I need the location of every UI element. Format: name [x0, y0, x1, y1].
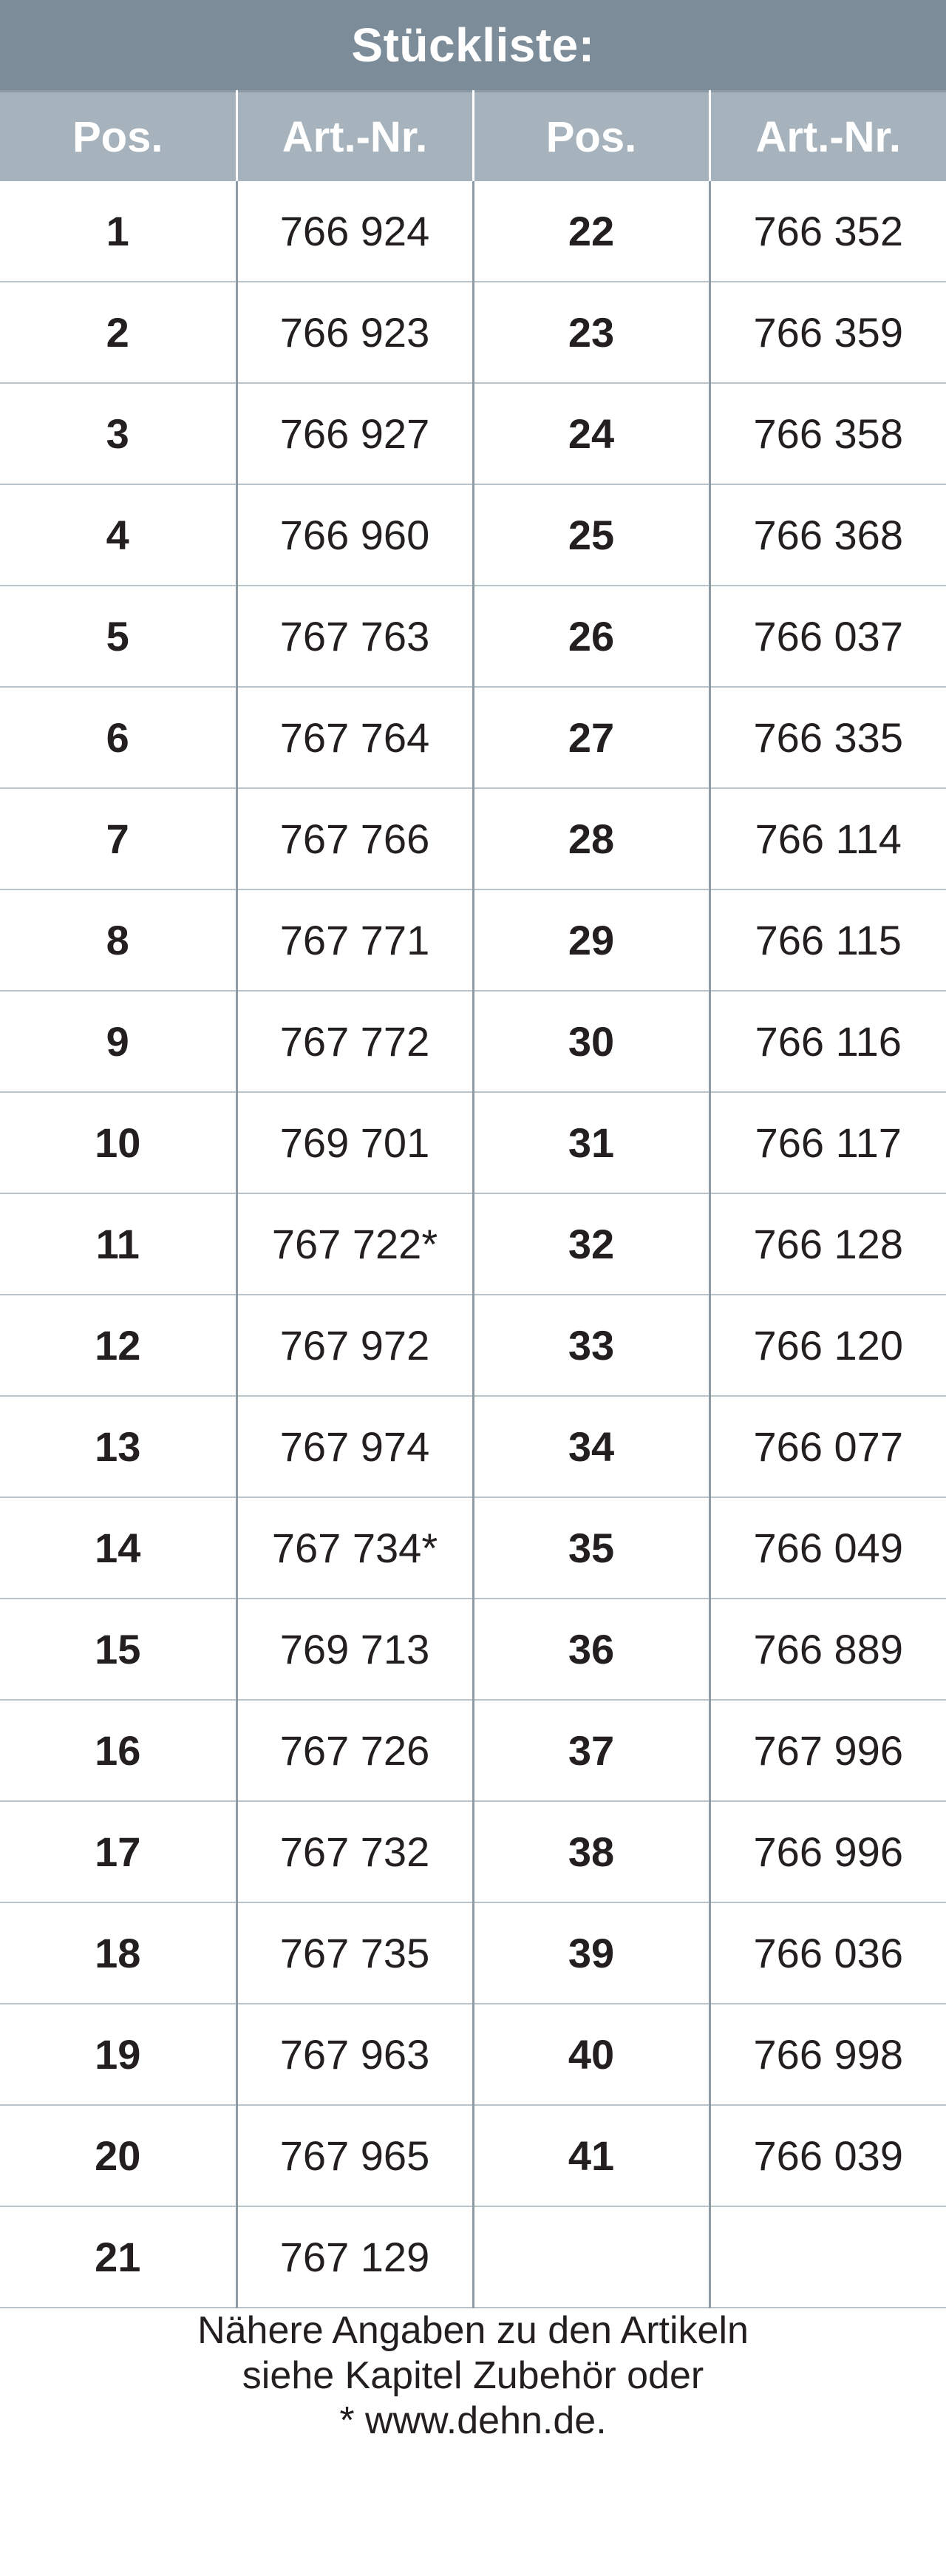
cell-art-right: 766 359 — [710, 282, 946, 383]
cell-art-left: 767 963 — [236, 2004, 473, 2105]
cell-pos-right: 33 — [473, 1295, 710, 1396]
cell-pos-right: 35 — [473, 1497, 710, 1599]
title-row — [0, 0, 946, 92]
cell-art-right: 766 889 — [710, 1599, 946, 1700]
cell-pos-right-empty — [473, 2206, 710, 2308]
cell-art-right: 766 049 — [710, 1497, 946, 1599]
cell-art-left: 767 972 — [236, 1295, 473, 1396]
cell-art-left: 766 924 — [236, 181, 473, 282]
cell-art-right: 766 358 — [710, 383, 946, 484]
cell-pos-right: 28 — [473, 788, 710, 889]
cell-pos-right: 25 — [473, 484, 710, 586]
cell-art-right: 766 116 — [710, 991, 946, 1092]
table-row — [0, 1092, 946, 1193]
table-row — [0, 586, 946, 687]
cell-art-right: 766 120 — [710, 1295, 946, 1396]
cell-pos-left: 17 — [0, 1801, 236, 1902]
cell-art-left: 767 129 — [236, 2206, 473, 2308]
cell-art-left: 767 772 — [236, 991, 473, 1092]
cell-pos-left: 1 — [0, 181, 236, 282]
cell-pos-right: 29 — [473, 889, 710, 991]
column-header-pos-right: Pos. — [473, 92, 710, 182]
cell-pos-left: 21 — [0, 2206, 236, 2308]
table-row — [0, 1396, 946, 1497]
cell-pos-right: 24 — [473, 383, 710, 484]
table-row — [0, 1700, 946, 1801]
footer-line-1: Nähere Angaben zu den Artikeln — [197, 2309, 749, 2352]
table-row — [0, 1801, 946, 1902]
cell-art-left: 769 713 — [236, 1599, 473, 1700]
cell-art-right: 767 996 — [710, 1700, 946, 1801]
cell-art-left: 767 974 — [236, 1396, 473, 1497]
cell-art-left: 767 763 — [236, 586, 473, 687]
cell-pos-left: 20 — [0, 2105, 236, 2206]
cell-pos-right: 30 — [473, 991, 710, 1092]
footer-line-2: siehe Kapitel Zubehör oder — [242, 2353, 704, 2397]
cell-pos-right: 40 — [473, 2004, 710, 2105]
cell-art-left: 767 764 — [236, 687, 473, 788]
cell-art-left: 766 927 — [236, 383, 473, 484]
cell-pos-left: 9 — [0, 991, 236, 1092]
cell-pos-right: 41 — [473, 2105, 710, 2206]
cell-pos-left: 4 — [0, 484, 236, 586]
cell-pos-left: 14 — [0, 1497, 236, 1599]
cell-art-left: 767 766 — [236, 788, 473, 889]
cell-art-right: 766 352 — [710, 181, 946, 282]
table-row — [0, 788, 946, 889]
cell-pos-left: 7 — [0, 788, 236, 889]
cell-art-left: 767 734* — [236, 1497, 473, 1599]
footer-note — [0, 2308, 946, 2443]
table-row — [0, 383, 946, 484]
cell-pos-right: 27 — [473, 687, 710, 788]
cell-pos-right: 36 — [473, 1599, 710, 1700]
cell-pos-right: 26 — [473, 586, 710, 687]
column-header-art-right: Art.-Nr. — [710, 92, 946, 182]
cell-pos-left: 15 — [0, 1599, 236, 1700]
column-header-art-left: Art.-Nr. — [236, 92, 473, 182]
cell-pos-right: 39 — [473, 1902, 710, 2004]
cell-pos-left: 3 — [0, 383, 236, 484]
cell-pos-left: 2 — [0, 282, 236, 383]
table-row — [0, 2004, 946, 2105]
column-header-pos-left: Pos. — [0, 92, 236, 182]
table-row — [0, 484, 946, 586]
cell-art-right: 766 039 — [710, 2105, 946, 2206]
header-row — [0, 92, 946, 182]
cell-art-right: 766 335 — [710, 687, 946, 788]
cell-art-left: 767 732 — [236, 1801, 473, 1902]
cell-art-right: 766 077 — [710, 1396, 946, 1497]
table-row — [0, 889, 946, 991]
cell-art-right: 766 114 — [710, 788, 946, 889]
cell-pos-left: 16 — [0, 1700, 236, 1801]
table-row — [0, 282, 946, 383]
cell-pos-right: 37 — [473, 1700, 710, 1801]
cell-art-right: 766 998 — [710, 2004, 946, 2105]
cell-pos-right: 32 — [473, 1193, 710, 1295]
cell-pos-right: 34 — [473, 1396, 710, 1497]
table-row — [0, 2206, 946, 2308]
table-row — [0, 991, 946, 1092]
cell-pos-left: 11 — [0, 1193, 236, 1295]
cell-pos-right: 22 — [473, 181, 710, 282]
cell-pos-left: 8 — [0, 889, 236, 991]
table-row — [0, 1295, 946, 1396]
page-title: Stückliste: — [0, 0, 946, 92]
cell-art-right: 766 115 — [710, 889, 946, 991]
cell-art-right: 766 117 — [710, 1092, 946, 1193]
cell-art-left: 767 771 — [236, 889, 473, 991]
cell-pos-right: 23 — [473, 282, 710, 383]
cell-art-left: 767 726 — [236, 1700, 473, 1801]
cell-art-left: 767 735 — [236, 1902, 473, 2004]
table-row — [0, 1902, 946, 2004]
cell-pos-left: 5 — [0, 586, 236, 687]
table-row — [0, 181, 946, 282]
cell-pos-left: 10 — [0, 1092, 236, 1193]
cell-art-left: 766 923 — [236, 282, 473, 383]
cell-art-right: 766 037 — [710, 586, 946, 687]
table-row — [0, 687, 946, 788]
cell-art-left: 769 701 — [236, 1092, 473, 1193]
table-row — [0, 1599, 946, 1700]
table-row — [0, 1497, 946, 1599]
cell-art-right-empty — [710, 2206, 946, 2308]
cell-pos-left: 19 — [0, 2004, 236, 2105]
cell-art-left: 766 960 — [236, 484, 473, 586]
cell-pos-left: 13 — [0, 1396, 236, 1497]
cell-art-right: 766 996 — [710, 1801, 946, 1902]
cell-art-left: 767 965 — [236, 2105, 473, 2206]
cell-art-right: 766 128 — [710, 1193, 946, 1295]
footer-line-3: * www.dehn.de. — [339, 2399, 607, 2442]
cell-pos-left: 18 — [0, 1902, 236, 2004]
table-row — [0, 2105, 946, 2206]
cell-pos-right: 38 — [473, 1801, 710, 1902]
footer-row — [0, 2308, 946, 2443]
table-row — [0, 1193, 946, 1295]
cell-art-right: 766 036 — [710, 1902, 946, 2004]
cell-pos-left: 6 — [0, 687, 236, 788]
cell-art-right: 766 368 — [710, 484, 946, 586]
cell-pos-left: 12 — [0, 1295, 236, 1396]
cell-pos-right: 31 — [473, 1092, 710, 1193]
cell-art-left: 767 722* — [236, 1193, 473, 1295]
